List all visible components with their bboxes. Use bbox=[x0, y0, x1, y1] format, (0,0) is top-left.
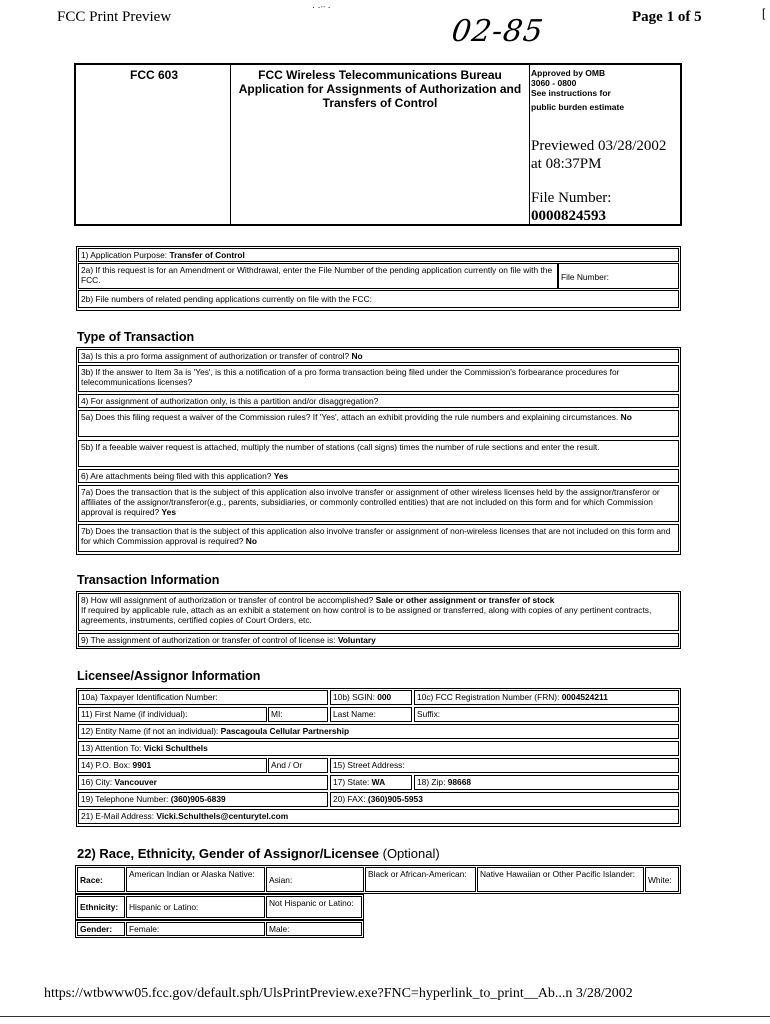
white-field: White: bbox=[645, 867, 679, 892]
q6-row: 6) Are attachments being filed with this application? Yes bbox=[78, 469, 679, 483]
q7b-row: 7b) Does the transaction that is the subject of this application also involve transfer or assignment of non-wireless licenses that are not included on this form and for which Commission approval is required? No bbox=[78, 524, 679, 552]
hispanic-field: Hispanic or Latino: bbox=[126, 896, 265, 918]
street-address-field: 15) Street Address: bbox=[330, 758, 679, 773]
asian-field: Asian: bbox=[266, 867, 364, 892]
sgin-field: 10b) SGIN: 000 bbox=[330, 690, 412, 705]
zip-field: 18) Zip: 98668 bbox=[414, 775, 679, 790]
frn-field: 10c) FCC Registration Number (FRN): 0004524211 bbox=[414, 690, 679, 705]
po-box-field: 14) P.O. Box: 9901 bbox=[78, 758, 267, 773]
not-hispanic-field: Not Hispanic or Latino: bbox=[266, 896, 362, 918]
form-title: FCC Wireless Telecommunications Bureau Application for Assignments of Authorization and Transfers of Control bbox=[238, 68, 522, 110]
section-transaction-information: Transaction Information bbox=[77, 573, 220, 587]
q3a-row: 3a) Is this a pro forma assignment of authorization or transfer of control? No bbox=[78, 349, 679, 363]
section-licensee-information: Licensee/Assignor Information bbox=[77, 669, 261, 683]
section-race-ethnicity-gender: 22) Race, Ethnicity, Gender of Assignor/Licensee (Optional) bbox=[77, 846, 440, 861]
amendment-row: 2a) If this request is for an Amendment or Withdrawal, enter the File Number of the pending application currently on file with the FCC. bbox=[78, 263, 558, 289]
q7a-row: 7a) Does the transaction that is the subject of this application also involve transfer or assignment of other wireless licenses held by the assignor/transferor or affiliates of the assignor/transferor(e.g., parents, subsidiaries, or commonly controlled entities) that are not included on this form and for which Commission approval is required? Yes bbox=[78, 485, 679, 522]
gender-label: Gender: bbox=[77, 922, 125, 936]
black-field: Black or African-American: bbox=[365, 867, 476, 892]
application-purpose-row: 1) Application Purpose: Transfer of Control bbox=[78, 248, 679, 262]
city-field: 16) City: Vancouver bbox=[78, 775, 328, 790]
form-number: FCC 603 bbox=[129, 68, 179, 82]
related-pending-row: 2b) File numbers of related pending applications currently on file with the FCC: bbox=[78, 290, 679, 308]
section-type-of-transaction: Type of Transaction bbox=[77, 330, 195, 344]
q5a-row: 5a) Does this filing request a waiver of the Commission rules? If 'Yes', attach an exhibit providing the rule numbers and explaining circumstances. No bbox=[78, 410, 679, 437]
race-label: Race: bbox=[77, 867, 125, 892]
state-field: 17) State: WA bbox=[330, 775, 412, 790]
fax-field: 20) FAX: (360)905-5953 bbox=[330, 792, 679, 807]
entity-name-field: 12) Entity Name (if not an individual): Pascagoula Cellular Partnership bbox=[78, 724, 679, 739]
preview-timestamp: Previewed 03/28/2002 at 08:37PM bbox=[531, 138, 667, 172]
bottom-edge-rule bbox=[0, 1016, 770, 1017]
first-name-field: 11) First Name (if individual): bbox=[78, 707, 267, 722]
tin-field: 10a) Taxpayer Identification Number: bbox=[78, 690, 328, 705]
q8-row: 8) How will assignment of authorization or transfer of control be accomplished? Sale or other assignment or transfer of stock If required by applicable rule, attach as an exhibit a statement on how control is to be assigned or transferred, along with copies of any pertinent contracts, agreements, instruments, certified copies of Court Orders, etc. bbox=[78, 593, 679, 631]
suffix-field: Suffix: bbox=[414, 707, 679, 722]
page-number: Page 1 of 5 bbox=[632, 9, 702, 25]
email-field: 21) E-Mail Address: Vicki.Schulthels@centurytel.com bbox=[78, 809, 679, 824]
omb-approval: Approved by OMB 3060 - 0800 See instructions for public burden estimate bbox=[531, 68, 625, 112]
page-header-title: FCC Print Preview bbox=[57, 9, 172, 25]
female-field: Female: bbox=[126, 922, 265, 936]
handwritten-number: 02-85 bbox=[449, 14, 546, 49]
american-indian-field: American Indian or Alaska Native: bbox=[126, 867, 265, 892]
q3b-row: 3b) If the answer to Item 3a is 'Yes', is this a notification of a pro forma transaction being filed under the Commission's forbearance procedures for telecommunications licenses? bbox=[78, 365, 679, 392]
and-or-label: And / Or bbox=[268, 758, 328, 773]
ethnicity-label: Ethnicity: bbox=[77, 896, 125, 918]
file-number: File Number: 0000824593 bbox=[531, 190, 612, 224]
footer-url: https://wtbwww05.fcc.gov/default.sph/UlsPrintPreview.exe?FNC=hyperlink_to_print__Ab...n 3/28/2002 bbox=[44, 986, 633, 1001]
telephone-field: 19) Telephone Number: (360)905-6839 bbox=[78, 792, 328, 807]
mi-field: MI: bbox=[268, 707, 328, 722]
male-field: Male: bbox=[266, 922, 362, 936]
attention-field: 13) Attention To: Vicki Schulthels bbox=[78, 741, 679, 756]
scan-mark: · ·ᐧᐧ · bbox=[312, 2, 331, 12]
last-name-field: Last Name: bbox=[330, 707, 412, 722]
q5b-row: 5b) If a feeable waiver request is attached, multiply the number of stations (call signs) times the number of rule sections and enter the result. bbox=[78, 440, 679, 467]
q4-row: 4) For assignment of authorization only, is this a partition and/or disaggregation? bbox=[78, 394, 679, 408]
amendment-file-number: File Number: bbox=[558, 263, 679, 289]
q9-row: 9) The assignment of authorization or transfer of control of license is: Voluntary bbox=[78, 633, 679, 647]
edge-mark: [ bbox=[762, 6, 766, 20]
hawaiian-field: Native Hawaiian or Other Pacific Islander: bbox=[477, 867, 644, 892]
